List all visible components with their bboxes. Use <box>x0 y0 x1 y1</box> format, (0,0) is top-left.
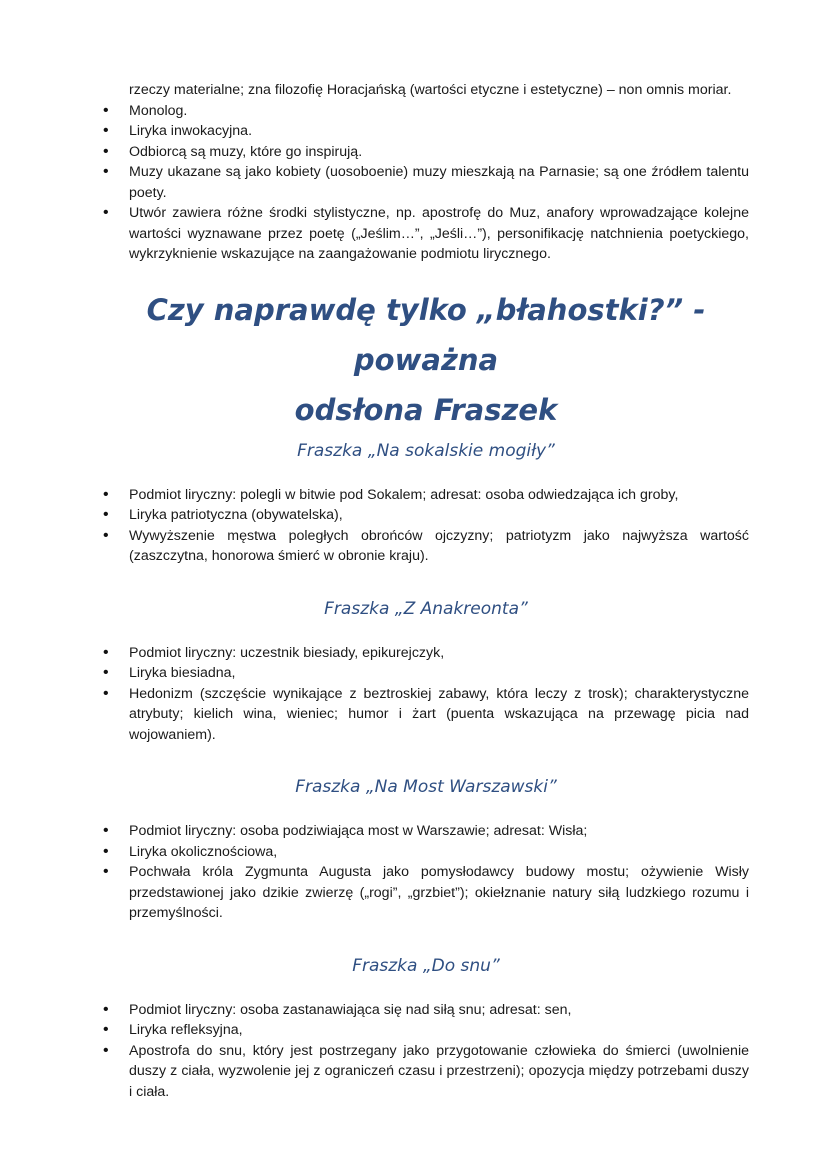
section-bullet-list <box>103 643 749 746</box>
section-bullet-list <box>103 1000 749 1103</box>
main-title-line-2: odsłona Fraszek <box>294 392 558 427</box>
section-do-snu <box>103 954 749 1103</box>
bullet-item: • Apostrofa do snu, który jest postrzegany jako przygotowanie człowieka do śmierci (uwolnienie duszy z ciała, wyzwolenie jej z ograniczeń czasu i przestrzeni); opozycja między potrzebami duszy i ciała. <box>103 1041 749 1103</box>
section-bullet-list <box>103 821 749 924</box>
page-content <box>103 80 749 1102</box>
section-bullet-list <box>103 485 749 567</box>
bullet-item: • Liryka refleksyjna, <box>103 1020 749 1041</box>
section-heading: Fraszka „Do snu” <box>352 955 500 976</box>
section-heading: Fraszka „Na Most Warszawski” <box>295 777 557 797</box>
main-title-line-1: Czy naprawdę tylko „błahostki?” - poważna <box>146 292 706 377</box>
bullet-item: • Hedonizm (szczęście wynikające z beztroskiej zabawy, która leczy z trosk); charakterystyczne atrybuty; kielich wina, wieniec; humor i żart (puenta wskazująca na przewagę picia nad wojowaniem). <box>103 684 749 746</box>
bullet-item: • Liryka patriotyczna (obywatelska), <box>103 505 749 526</box>
section-heading: Fraszka „Z Anakreonta” <box>324 598 528 619</box>
section-na-sokalskie-mogily <box>103 439 749 567</box>
top-bullet-list <box>103 101 749 265</box>
bullet-item: • Pochwała króla Zygmunta Augusta jako pomysłodawcy budowy mostu; ożywienie Wisły przedstawionej jako dzikie zwierzę („rogi”, „grzbiet”); okiełznanie natury siłą ludzkiego rozumu i przemyślności. <box>103 862 749 924</box>
bullet-item: • Utwór zawiera różne środki stylistyczne, np. apostrofę do Muz, anafory wprowadzające kolejne wartości wyznawane przez poetę („Jeślim…”, „Jeśli…”), personifikację natchnienia poetyckiego, wykrzyknienie wskazujące na zaangażowanie podmiotu lirycznego. <box>103 203 749 265</box>
bullet-item: • Podmiot liryczny: uczestnik biesiady, epikurejczyk, <box>103 643 749 664</box>
bullet-item: • Liryka inwokacyjna. <box>103 121 749 142</box>
bullet-item: • Liryka okolicznościowa, <box>103 842 749 863</box>
section-z-anakreonta <box>103 597 749 746</box>
section-heading: Fraszka „Na sokalskie mogiły” <box>297 440 555 461</box>
bullet-item: • Podmiot liryczny: osoba zastanawiająca się nad siłą snu; adresat: sen, <box>103 1000 749 1021</box>
bullet-item: • Odbiorcą są muzy, które go inspirują. <box>103 142 749 163</box>
bullet-item: • Liryka biesiadna, <box>103 663 749 684</box>
bullet-item: • Podmiot liryczny: polegli w bitwie pod Sokalem; adresat: osoba odwiedzająca ich groby, <box>103 485 749 506</box>
bullet-item: • Monolog. <box>103 101 749 122</box>
bullet-item: • Muzy ukazane są jako kobiety (uosoboenie) muzy mieszkają na Parnasie; są one źródłem talentu poety. <box>103 162 749 203</box>
bullet-item: • Wywyższenie męstwa poległych obrońców ojczyzny; patriotyzm jako najwyższa wartość (zaszczytna, honorowa śmierć w obronie kraju). <box>103 526 749 567</box>
main-title <box>103 285 749 435</box>
section-na-most-warszawski <box>103 775 749 924</box>
bullet-item: • Podmiot liryczny: osoba podziwiająca most w Warszawie; adresat: Wisła; <box>103 821 749 842</box>
continuation-paragraph: rzeczy materialne; zna filozofię Horacjańską (wartości etyczne i estetyczne) – non omnis moriar. <box>129 82 732 98</box>
